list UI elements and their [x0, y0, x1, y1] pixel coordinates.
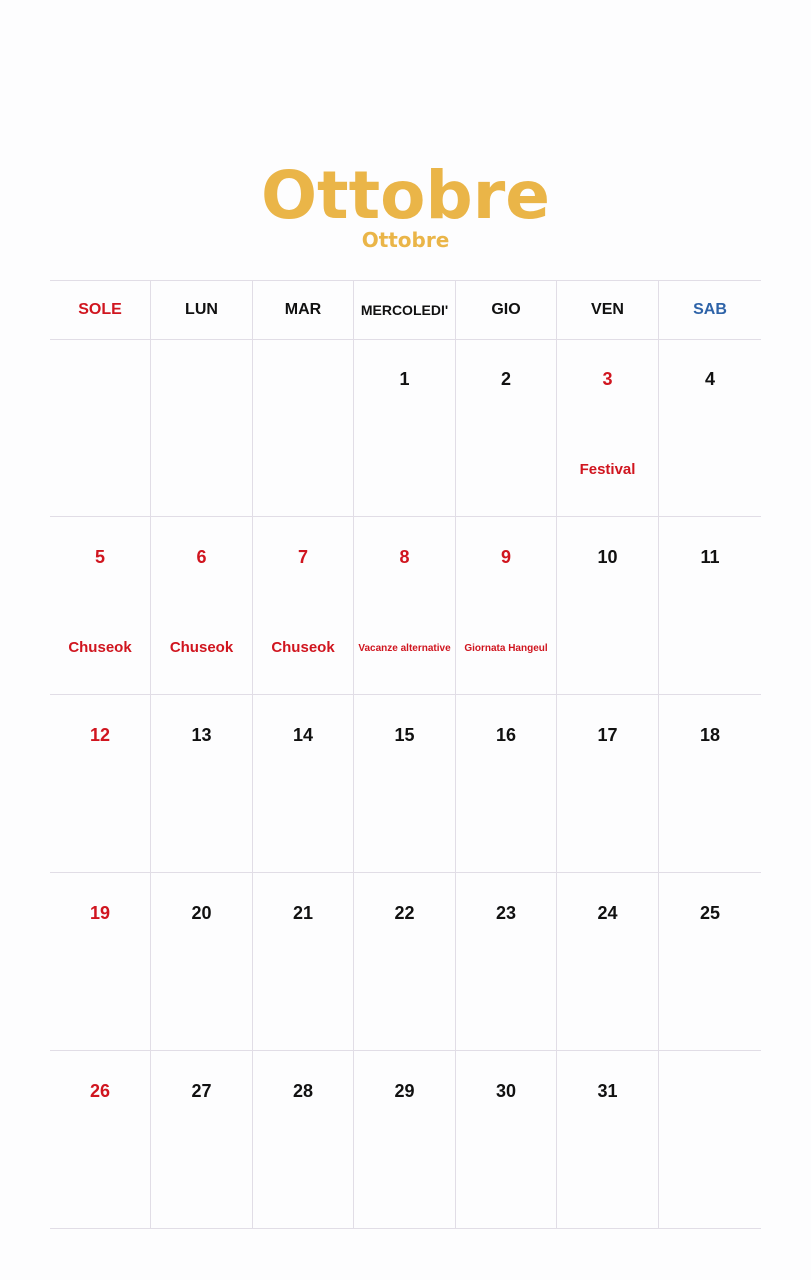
holiday-label: Chuseok: [271, 639, 335, 656]
day-number: 24: [597, 903, 618, 923]
day-number: 18: [699, 725, 721, 745]
day-cell[interactable]: [50, 695, 151, 872]
day-number: 13: [191, 725, 212, 745]
day-cell[interactable]: [659, 695, 761, 872]
weekday-monday: LUN: [151, 281, 253, 339]
day-cell[interactable]: [253, 517, 354, 694]
day-number: 27: [191, 1081, 212, 1101]
day-number: 8: [399, 547, 410, 567]
day-number: 14: [292, 725, 314, 745]
day-cell[interactable]: [659, 1051, 761, 1228]
day-cell[interactable]: [151, 873, 253, 1050]
day-number: 17: [597, 725, 618, 745]
weekday-friday: VEN: [557, 281, 659, 339]
day-cell[interactable]: [557, 1051, 659, 1228]
day-cell[interactable]: [557, 517, 659, 694]
day-number: 1: [399, 369, 410, 389]
day-cell[interactable]: [253, 873, 354, 1050]
holiday-label: Chuseok: [68, 639, 132, 656]
week-row: [50, 873, 761, 1051]
week-row: [50, 1051, 761, 1229]
day-number: 31: [597, 1081, 618, 1101]
weekday-tuesday: MAR: [253, 281, 354, 339]
day-cell[interactable]: [354, 339, 456, 516]
day-cell[interactable]: [456, 517, 557, 694]
calendar-grid: [50, 280, 761, 1232]
day-cell[interactable]: [659, 873, 761, 1050]
week-row: [50, 695, 761, 873]
day-cell[interactable]: [557, 339, 659, 516]
day-number: 29: [394, 1081, 415, 1101]
weekday-wednesday: MERCOLEDI': [354, 281, 456, 339]
day-cell[interactable]: [50, 517, 151, 694]
day-cell[interactable]: [456, 339, 557, 516]
day-cell[interactable]: [456, 695, 557, 872]
weekday-thursday: GIO: [456, 281, 557, 339]
day-number: 19: [89, 903, 111, 923]
day-cell[interactable]: [354, 517, 456, 694]
day-cell[interactable]: [151, 1051, 253, 1228]
day-number: 11: [700, 547, 720, 567]
day-number: 23: [495, 903, 517, 923]
holiday-label: Vacanze alternative: [358, 643, 451, 654]
day-number: 5: [94, 547, 105, 567]
day-cell[interactable]: [354, 1051, 456, 1228]
day-cell[interactable]: [659, 339, 761, 516]
day-number: 26: [89, 1081, 111, 1101]
day-cell[interactable]: [50, 339, 151, 516]
weekday-saturday: SAB: [693, 301, 727, 318]
day-cell[interactable]: [253, 695, 354, 872]
week-row: [50, 339, 761, 517]
holiday-label: Festival: [579, 461, 636, 478]
day-number: 21: [292, 903, 314, 923]
day-number: 6: [196, 547, 207, 567]
day-number: 22: [394, 903, 415, 923]
day-cell[interactable]: [151, 517, 253, 694]
day-cell[interactable]: [659, 517, 761, 694]
day-number: 10: [597, 547, 618, 567]
day-cell[interactable]: [456, 1051, 557, 1228]
day-cell[interactable]: [354, 873, 456, 1050]
day-number: 7: [297, 547, 308, 567]
month-title: Ottobre: [260, 157, 551, 234]
day-cell[interactable]: [253, 339, 354, 516]
day-cell[interactable]: [151, 339, 253, 516]
day-number: 15: [394, 725, 415, 745]
day-cell[interactable]: [151, 695, 253, 872]
day-cell[interactable]: [253, 1051, 354, 1228]
day-number: 28: [292, 1081, 314, 1101]
day-number: 4: [704, 369, 715, 389]
day-number: 2: [500, 369, 511, 389]
day-cell[interactable]: [50, 1051, 151, 1228]
day-number: 9: [500, 547, 511, 567]
day-cell[interactable]: [557, 695, 659, 872]
day-number: 25: [699, 903, 721, 923]
holiday-label: Giornata Hangeul: [464, 643, 548, 654]
day-number: 20: [191, 903, 212, 923]
weekday-header-row: [50, 281, 761, 340]
day-cell[interactable]: [456, 873, 557, 1050]
weekday-sunday: SOLE: [50, 281, 151, 339]
day-cell[interactable]: [557, 873, 659, 1050]
day-number: 16: [495, 725, 517, 745]
week-row: [50, 517, 761, 695]
day-number: 12: [89, 725, 111, 745]
day-number: 3: [602, 369, 613, 389]
day-cell[interactable]: [354, 695, 456, 872]
day-cell[interactable]: [50, 873, 151, 1050]
holiday-label: Chuseok: [169, 639, 234, 656]
day-number: 30: [495, 1081, 517, 1101]
month-subtitle: Ottobre: [361, 228, 450, 252]
